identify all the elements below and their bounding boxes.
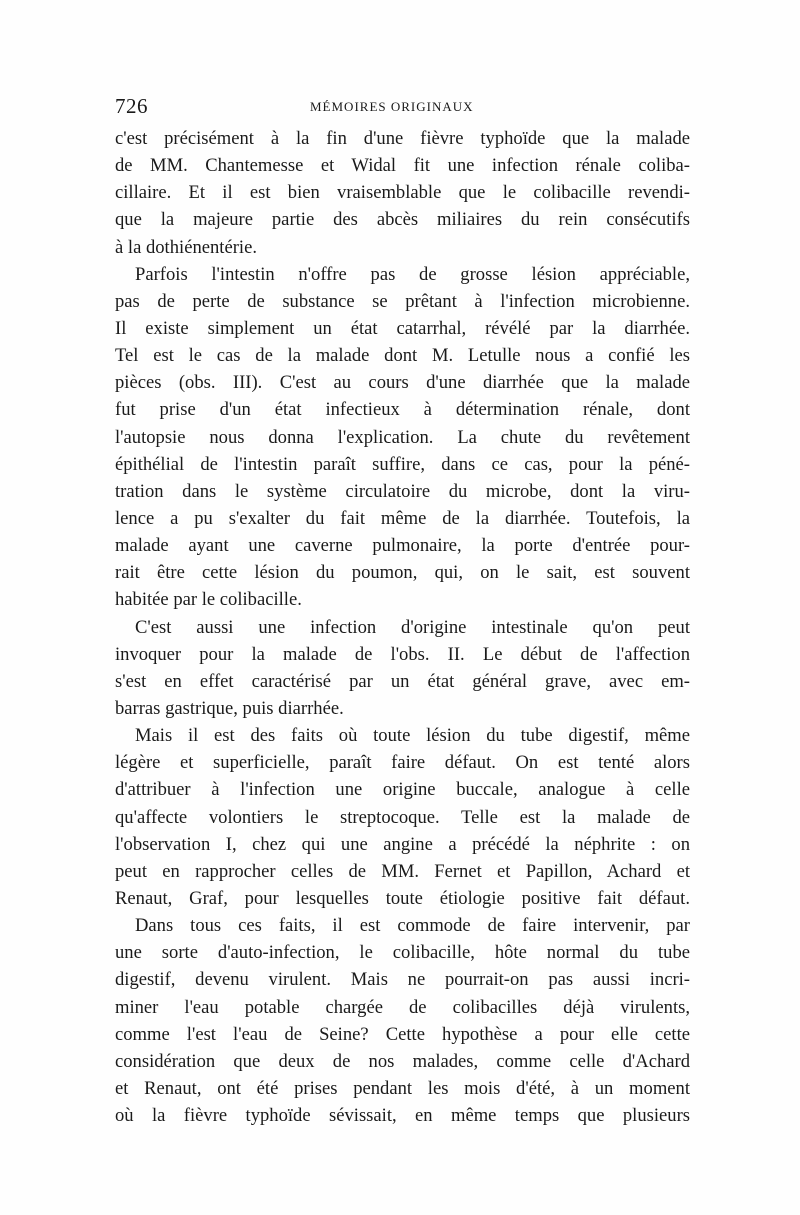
body-text [115,125,690,1129]
text-line: pas de perte de substance se prêtant à l'infection microbienne. [115,290,690,312]
text-line: invoquer pour la malade de l'obs. II. Le début de l'affection [115,643,690,665]
text-line: rait être cette lésion du poumon, qui, on le sait, est souvent [115,562,690,584]
running-head [115,94,690,120]
text-line: pièces (obs. III). C'est au cours d'une diarrhée que la malade [115,372,690,394]
text-line: s'est en effet caractérisé par un état général grave, avec em- [115,670,690,692]
text-line: l'autopsie nous donna l'explication. La chute du revêtement [115,426,690,448]
text-line: où la fièvre typhoïde sévissait, en même temps que plusieurs [115,1105,690,1127]
text-line: habitée par le colibacille. [115,589,302,611]
text-line: à la dothiénentérie. [115,236,257,258]
text-line: de MM. Chantemesse et Widal fit une infection rénale coliba- [115,155,690,177]
text-line: Dans tous ces faits, il est commode de faire intervenir, par [135,915,690,937]
text-line: comme l'est l'eau de Seine? Cette hypothèse a pour elle cette [115,1023,690,1045]
text-line: et Renaut, ont été prises pendant les mois d'été, à un moment [115,1077,690,1099]
text-line: miner l'eau potable chargée de colibacilles déjà virulents, [115,996,690,1018]
page-number: 726 [115,94,148,118]
text-line: légère et superficielle, paraît faire défaut. On est tenté alors [115,752,690,774]
text-line: fut prise d'un état infectieux à détermination rénale, dont [115,399,690,421]
text-line: Tel est le cas de la malade dont M. Letulle nous a confié les [115,345,690,367]
text-line: d'attribuer à l'infection une origine buccale, analogue à celle [115,779,690,801]
text-line: Parfois l'intestin n'offre pas de grosse lésion appréciable, [135,263,690,285]
text-line: une sorte d'auto-infection, le colibacille, hôte normal du tube [115,942,690,964]
text-line: épithélial de l'intestin paraît suffire, dans ce cas, pour la péné- [115,453,690,475]
text-line: peut en rapprocher celles de MM. Fernet et Papillon, Achard et [115,860,690,882]
text-line: malade ayant une caverne pulmonaire, la porte d'entrée pour- [115,535,690,557]
running-title: MÉMOIRES ORIGINAUX [310,99,474,114]
text-line: qu'affecte volontiers le streptocoque. Telle est la malade de [115,806,690,828]
text-line: c'est précisément à la fin d'une fièvre typhoïde que la malade [115,128,690,149]
text-line: cillaire. Et il est bien vraisemblable que le colibacille revendi- [115,182,690,204]
text-line: considération que deux de nos malades, comme celle d'Achard [115,1050,690,1072]
text-line: Renaut, Graf, pour lesquelles toute étiologie positive fait défaut. [115,887,690,909]
text-line: tration dans le système circulatoire du microbe, dont la viru- [115,480,690,502]
text-line: barras gastrique, puis diarrhée. [115,697,344,719]
text-line: que la majeure partie des abcès miliaires du rein consécutifs [115,209,690,231]
text-line: lence a pu s'exalter du fait même de la diarrhée. Toutefois, la [115,507,690,529]
text-line: digestif, devenu virulent. Mais ne pourrait-on pas aussi incri- [115,969,690,991]
text-line: C'est aussi une infection d'origine intestinale qu'on peut [135,616,690,638]
text-line: Il existe simplement un état catarrhal, révélé par la diarrhée. [115,317,690,339]
text-line: Mais il est des faits où toute lésion du tube digestif, même [135,725,690,747]
text-line: l'observation I, chez qui une angine a précédé la néphrite : on [115,833,690,855]
